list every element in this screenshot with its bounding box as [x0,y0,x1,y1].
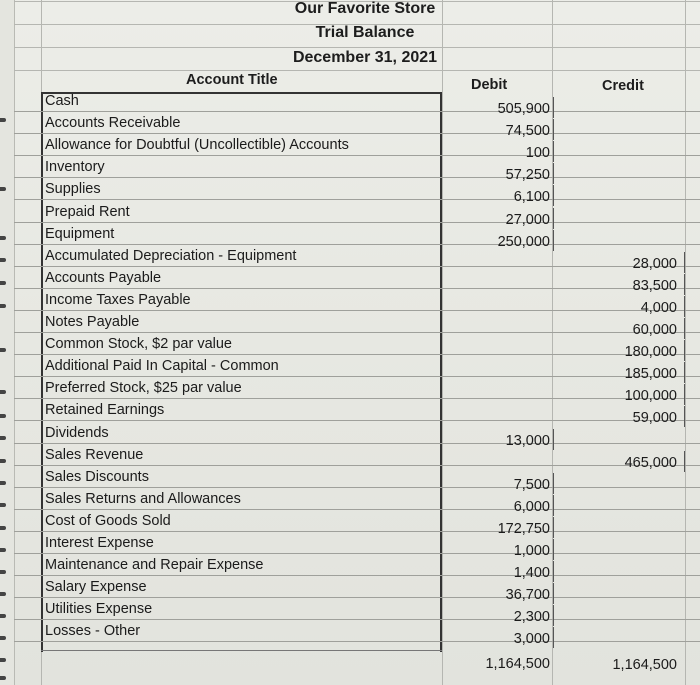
row-line [14,575,700,576]
debit-amount: 172,750 [497,520,550,537]
debit-amount: 6,100 [513,189,550,206]
debit-cell [545,185,554,206]
grid-line [41,92,43,652]
credit-amount: 4,000 [640,299,677,316]
account-name: Accumulated Depreciation - Equipment [45,247,297,264]
account-name: Retained Earnings [45,402,165,419]
account-name: Accounts Payable [45,269,162,286]
debit-amount: 100 [525,145,550,162]
grid-line [41,650,442,651]
credit-cell [678,340,685,361]
account-name: Common Stock, $2 par value [45,336,232,353]
debit-cell [545,627,554,648]
debit-amount: 36,700 [505,587,550,604]
debit-amount: 7,500 [513,476,550,493]
grid-line [41,92,442,94]
debit-cell [545,517,554,538]
row-line [14,244,700,245]
debit-cell [545,495,554,516]
credit-cell [678,252,685,273]
credit-amount: 60,000 [632,322,677,338]
account-name: Equipment [45,225,115,242]
row-line [14,597,700,598]
credit-amount: 83,500 [632,277,677,294]
debit-cell [545,208,554,229]
account-name: Cash [45,93,79,109]
credit-amount: 185,000 [624,366,677,383]
debit-cell [545,539,554,560]
debit-amount: 2,300 [513,609,550,626]
credit-cell [678,318,685,339]
row-line [14,111,700,112]
account-name: Sales Returns and Allowances [45,490,241,507]
grid-line [685,0,686,685]
company-title: Our Favorite Store [294,0,436,17]
debit-cell [545,230,554,251]
row-line [14,443,700,444]
debit-amount: 6,000 [513,498,550,515]
account-name: Accounts Receivable [45,115,181,132]
row-line [14,531,700,532]
credit-total: 1,164,500 [612,657,677,673]
account-name: Salary Expense [45,579,147,596]
debit-cell [545,141,554,162]
debit-header: Debit [471,77,508,93]
credit-amount: 100,000 [624,388,677,405]
row-line [14,509,700,510]
debit-amount: 27,000 [505,211,550,228]
debit-amount: 74,500 [505,123,550,140]
credit-cell [678,384,685,405]
account-name: Notes Payable [45,314,140,330]
debit-amount: 1,400 [513,565,550,582]
credit-cell [678,406,685,427]
row-line [14,641,700,642]
debit-amount: 1,000 [513,543,550,559]
row-line [14,155,700,156]
debit-cell [545,473,554,494]
account-name: Additional Paid In Capital - Common [45,358,279,375]
row-line [14,177,700,178]
credit-cell [678,296,685,317]
account-name: Inventory [45,159,105,176]
credit-amount: 28,000 [632,255,677,272]
debit-cell [545,163,554,184]
account-name: Sales Discounts [45,468,149,485]
row-line [14,133,700,134]
credit-cell [678,362,685,383]
account-name: Sales Revenue [45,446,144,463]
debit-amount: 250,000 [497,233,550,250]
row-line [14,487,700,488]
row-line [14,199,700,200]
debit-cell [545,429,554,450]
credit-cell [678,451,685,472]
grid-line [14,47,700,48]
row-line [14,222,700,223]
account-name: Dividends [45,424,109,441]
credit-header: Credit [602,78,644,94]
debit-cell [545,119,554,140]
credit-cell [678,274,685,295]
debit-amount: 57,250 [505,167,550,184]
credit-amount: 465,000 [624,454,677,471]
row-line [14,619,700,620]
account-name: Losses - Other [45,623,141,640]
account-name: Supplies [45,181,101,198]
debit-cell [545,561,554,582]
debit-amount: 505,900 [497,101,550,117]
account-name: Preferred Stock, $25 par value [45,380,242,397]
debit-cell [545,605,554,626]
account-name: Utilities Expense [45,601,153,618]
account-name: Allowance for Doubtful (Uncollectible) Accounts [45,137,349,154]
credit-amount: 180,000 [624,344,677,361]
debit-cell [545,583,554,604]
account-name: Maintenance and Repair Expense [45,557,264,574]
account-name: Income Taxes Payable [45,291,191,308]
grid-line [14,70,700,71]
debit-amount: 3,000 [513,631,550,648]
left-margin [0,0,15,685]
row-line [14,553,700,554]
account-name: Cost of Goods Sold [45,512,171,529]
debit-cell [545,97,554,118]
account-name: Prepaid Rent [45,203,130,220]
account-name: Interest Expense [45,535,154,551]
report-title: Trial Balance [315,24,415,41]
credit-amount: 59,000 [632,410,677,427]
account-title-header: Account Title [186,72,278,88]
report-date: December 31, 2021 [292,49,438,66]
debit-total: 1,164,500 [485,656,550,672]
debit-amount: 13,000 [505,432,550,449]
